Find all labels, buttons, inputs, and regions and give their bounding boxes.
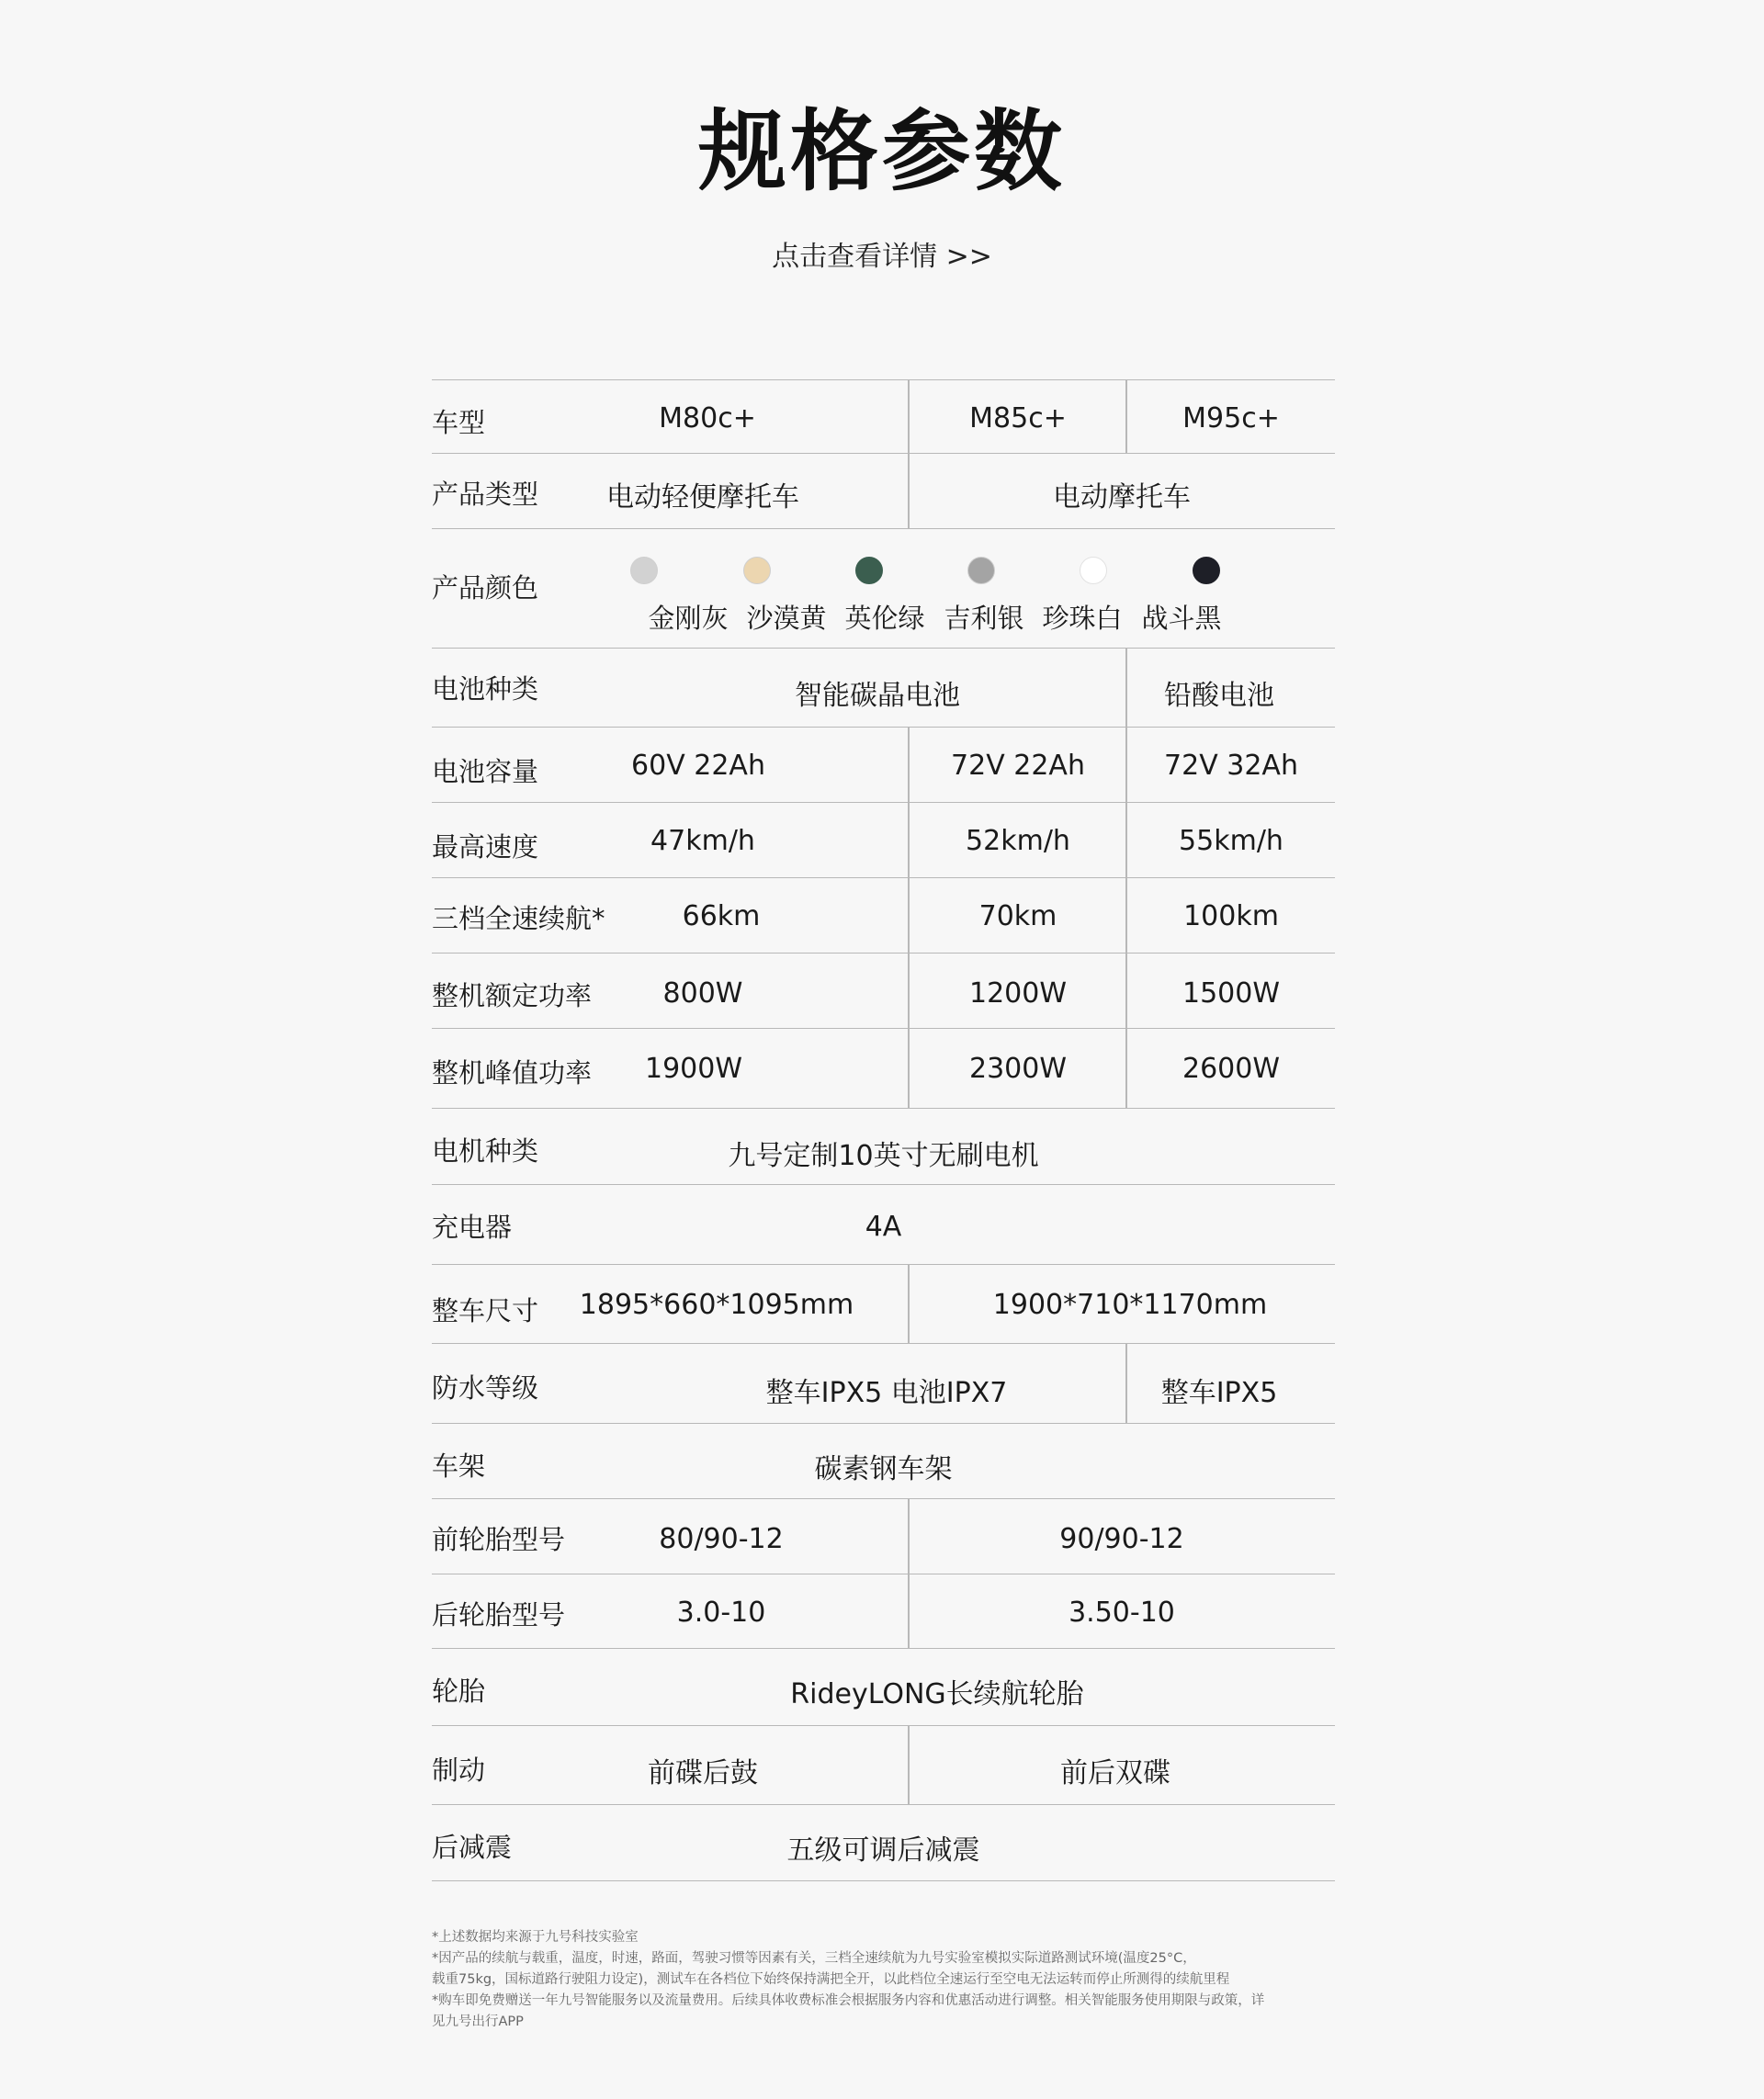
model-m85: M85c+ xyxy=(969,402,1067,434)
rear-tire-m85-m95: 3.50-10 xyxy=(1069,1597,1175,1629)
color-name: 珍珠白 xyxy=(1042,603,1123,634)
peak-power-m80: 1900W xyxy=(644,1053,742,1085)
front-tire-m85-m95: 90/90-12 xyxy=(1059,1523,1184,1555)
row-frame xyxy=(432,1423,1335,1498)
row-label: 三档全速续航* xyxy=(432,903,605,934)
row-brake xyxy=(432,1725,1335,1804)
row-peak-power xyxy=(432,1028,1335,1108)
row-label: 后轮胎型号 xyxy=(432,1599,566,1631)
row-label: 整机峰值功率 xyxy=(432,1057,593,1089)
range-m80: 66km xyxy=(682,900,761,932)
model-m95: M95c+ xyxy=(1182,402,1280,434)
rated-power-m80: 800W xyxy=(662,977,743,1010)
waterproof-m95: 整车IPX5 xyxy=(1160,1377,1278,1409)
row-rated-power xyxy=(432,953,1335,1028)
motor-all: 九号定制10英寸无刷电机 xyxy=(728,1140,1039,1172)
peak-power-m85: 2300W xyxy=(968,1053,1067,1085)
view-details-link[interactable]: 点击查看详情 >> xyxy=(772,241,992,273)
color-swatch-white[interactable] xyxy=(1080,557,1107,584)
row-label: 车型 xyxy=(432,407,486,438)
color-swatch-black[interactable] xyxy=(1193,557,1220,584)
footnote-line: 见九号出行APP xyxy=(432,2014,524,2029)
front-tire-m80: 80/90-12 xyxy=(659,1523,784,1555)
color-name: 英伦绿 xyxy=(844,603,925,634)
battery-type-m95: 铅酸电池 xyxy=(1164,680,1274,712)
color-swatch-silver[interactable] xyxy=(967,557,995,584)
tires-all: RideyLONG长续航轮胎 xyxy=(790,1678,1084,1710)
color-name: 战斗黑 xyxy=(1141,603,1222,634)
battery-capacity-m80: 60V 22Ah xyxy=(631,750,765,782)
top-speed-m95: 55km/h xyxy=(1179,825,1283,857)
color-swatch-sand[interactable] xyxy=(743,557,771,584)
range-m95: 100km xyxy=(1183,900,1279,932)
top-speed-m85: 52km/h xyxy=(966,825,1070,857)
product-type-m85-m95: 电动摩托车 xyxy=(1053,481,1191,513)
row-waterproof xyxy=(432,1343,1335,1423)
row-size xyxy=(432,1264,1335,1343)
color-name: 沙漠黄 xyxy=(746,603,827,634)
row-motor xyxy=(432,1108,1335,1184)
row-colors xyxy=(432,528,1335,648)
row-label: 最高速度 xyxy=(432,831,539,863)
row-label: 电机种类 xyxy=(432,1135,539,1167)
footnote-line: *上述数据均来源于九号科技实验室 xyxy=(432,1930,639,1945)
suspension-all: 五级可调后减震 xyxy=(786,1834,980,1867)
charger-all: 4A xyxy=(865,1211,902,1243)
battery-type-m80-m85: 智能碳晶电池 xyxy=(795,680,960,712)
row-label: 产品类型 xyxy=(432,479,539,510)
row-label: 产品颜色 xyxy=(432,572,539,604)
spec-table xyxy=(432,379,1335,1881)
row-front-tire xyxy=(432,1498,1335,1574)
color-swatch-green[interactable] xyxy=(855,557,883,584)
range-m85: 70km xyxy=(978,900,1057,932)
row-label: 电池种类 xyxy=(432,673,539,705)
row-label: 前轮胎型号 xyxy=(432,1524,566,1555)
row-top-speed xyxy=(432,802,1335,877)
row-label: 防水等级 xyxy=(432,1372,539,1404)
top-speed-m80: 47km/h xyxy=(650,825,755,857)
footnote-line: 载重75kg，国标道路行驶阻力设定)，测试车在各档位下始终保持满把全开，以此档位全速运行至空电无法运转而停止所测得的续航里程 xyxy=(432,1972,1230,1987)
page-title: 规格参数 xyxy=(698,100,1066,203)
row-product-type xyxy=(432,453,1335,528)
model-m80: M80c+ xyxy=(659,402,756,434)
row-range xyxy=(432,877,1335,953)
brake-m80: 前碟后鼓 xyxy=(648,1757,758,1789)
peak-power-m95: 2600W xyxy=(1182,1053,1280,1085)
product-type-m80: 电动轻便摩托车 xyxy=(606,481,799,513)
battery-capacity-m85: 72V 22Ah xyxy=(951,750,1085,782)
row-charger xyxy=(432,1184,1335,1264)
footnote-line: *因产品的续航与载重，温度，时速，路面，驾驶习惯等因素有关，三档全速续航为九号实验室模拟实际道路测试环境(温度25°C， xyxy=(432,1951,1196,1966)
footnote-line: *购车即免费赠送一年九号智能服务以及流量费用。后续具体收费标准会根据服务内容和优惠活动进行调整。相关智能服务使用期限与政策，详 xyxy=(432,1993,1265,2008)
row-label: 制动 xyxy=(432,1755,486,1786)
row-battery-type xyxy=(432,648,1335,727)
row-model xyxy=(432,379,1335,453)
divider xyxy=(908,1265,910,1343)
rear-tire-m80: 3.0-10 xyxy=(676,1597,766,1629)
row-battery-capacity xyxy=(432,727,1335,802)
color-name: 吉利银 xyxy=(944,603,1024,634)
waterproof-m80-m85: 整车IPX5 电池IPX7 xyxy=(765,1377,1008,1409)
row-label: 后减震 xyxy=(432,1832,513,1863)
footnotes xyxy=(432,1927,1341,2033)
color-name: 金刚灰 xyxy=(648,603,729,634)
rated-power-m95: 1500W xyxy=(1182,977,1280,1010)
row-label: 电池容量 xyxy=(432,756,539,787)
brake-m85-m95: 前后双碟 xyxy=(1060,1757,1170,1789)
row-tires xyxy=(432,1648,1335,1725)
row-rear-tire xyxy=(432,1574,1335,1648)
size-m85-m95: 1900*710*1170mm xyxy=(992,1289,1268,1321)
frame-all: 碳素钢车架 xyxy=(814,1453,953,1485)
size-m80: 1895*660*1095mm xyxy=(579,1289,854,1321)
color-swatch-grey[interactable] xyxy=(630,557,658,584)
row-label: 轮胎 xyxy=(432,1676,486,1707)
row-label: 整车尺寸 xyxy=(432,1295,539,1326)
rated-power-m85: 1200W xyxy=(968,977,1067,1010)
row-label: 充电器 xyxy=(432,1212,513,1243)
row-label: 整机额定功率 xyxy=(432,980,593,1011)
row-suspension xyxy=(432,1804,1335,1881)
battery-capacity-m95: 72V 32Ah xyxy=(1164,750,1298,782)
row-label: 车架 xyxy=(432,1450,486,1482)
